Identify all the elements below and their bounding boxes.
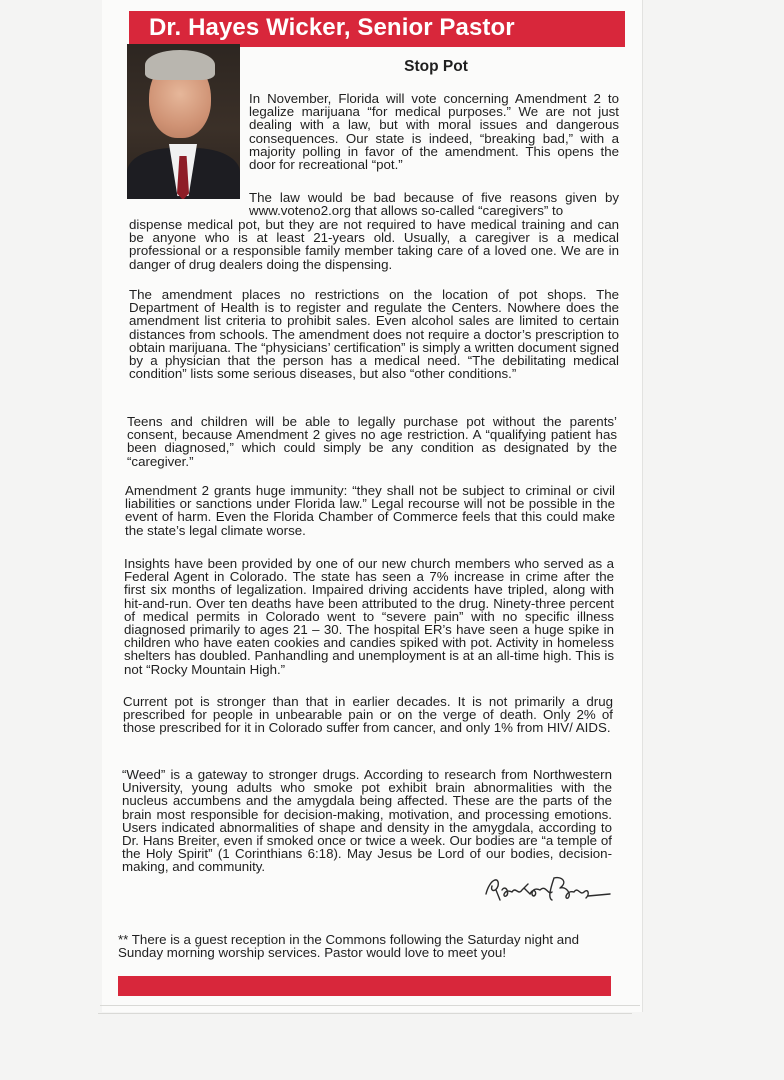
header-banner xyxy=(129,11,625,47)
paragraph-4: Teens and children will be able to legally purchase pot without the parents’ consent, because Amendment 2 gives no age restriction. A “qualifying patient has been diagnosed,” which could simply be any condition as designated by the “caregiver.” xyxy=(127,414,617,469)
pastor-signature xyxy=(482,872,614,906)
paragraph-1: In November, Florida will vote concerning Amendment 2 to legalize marijuana “for medical purposes.” We are not just dealing with a law, but with moral issues and dangerous consequences. Our state is indeed, “breaking bad,” with a majority polling in favor of the amendment. This opens the door for recreational “pot.” xyxy=(249,91,619,173)
page-edge-line xyxy=(100,1005,640,1006)
paragraph-2-rest: dispense medical pot, but they are not required to have medical training and can be anyone who is at least 21-years old. Usually, a caregiver is a medical professional or a responsible family member taking care of a loved one. We are in danger of drug dealers doing the dispensing. xyxy=(129,217,619,272)
paragraph-5: Amendment 2 grants huge immunity: “they shall not be subject to criminal or civil liabilities or sanctions under Florida law.” Legal recourse will not be possible in the event of harm. Even the Florida Chamber of Commerce feels that this could make the state’s legal climate worse. xyxy=(125,483,615,538)
page-edge-line xyxy=(98,1013,632,1014)
guest-reception-note: ** There is a guest reception in the Commons following the Saturday night and Sunday morning worship services. Pastor would love to meet you! xyxy=(118,932,579,961)
pastor-portrait-image xyxy=(127,44,240,199)
paragraph-2-top: The law would be bad because of five reasons given by www.voteno2.org that allows so-called “caregivers” to xyxy=(249,190,619,219)
banner-title: Dr. Hayes Wicker, Senior Pastor xyxy=(149,14,515,41)
paragraph-8: “Weed” is a gateway to stronger drugs. According to research from Northwestern University, young adults who smoke pot exhibit brain abnormalities with the nucleus accumbens and the amygdala being affected. These are the parts of the brain most responsible for decision-making, motivation, and processing emotions. Users indicated abnormalities of shape and density in the amygdala, according to Dr. Hans Breiter, even if smoked once or twice a week. Our bodies are “a temple of the Holy Spirit” (1 Corinthians 6:18). May Jesus be Lord of our bodies, decision-making, and community. xyxy=(122,767,612,875)
paragraph-6: Insights have been provided by one of our new church members who served as a Federal Agent in Colorado. The state has seen a 7% increase in crime after the first six months of legalization. Impaired driving accidents have tripled, along with hit-and-run. Over ten deaths have been attributed to the drug. Ninety-three percent of medical permits in Colorado went to “severe pain” with no specific illness diagnosed primarily to ages 21 – 30. The hospital ER’s have seen a huge spike in children who have eaten cookies and candies spiked with pot. Activity in homeless shelters has doubled. Panhandling and unemployment is at an all-time high. This is not “Rocky Mountain High.” xyxy=(124,556,614,677)
paragraph-7: Current pot is stronger than that in earlier decades. It is not primarily a drug prescribed for people in unbearable pain or on the verge of death. Only 2% of those prescribed for it in Colorado suffer from cancer, and only 1% from HIV/ AIDS. xyxy=(123,694,613,736)
signature-text: Pastor Hayes xyxy=(482,872,489,873)
article-title: Stop Pot xyxy=(404,58,468,75)
footer-bar xyxy=(118,976,611,996)
paragraph-3: The amendment places no restrictions on the location of pot shops. The Department of Health is to register and regulate the Centers. Nowhere does the amendment list criteria to prohibit sales. Even alcohol sales are limited to certain distances from schools. The amendment does not require a doctor’s prescription to obtain marijuana. The “physicians’ certification” is simply a written document signed by a physician that the person has a medical need. “The debilitating medical condition” lists some serious diseases, but also “other conditions.” xyxy=(129,287,619,382)
portrait-hair xyxy=(145,50,215,80)
